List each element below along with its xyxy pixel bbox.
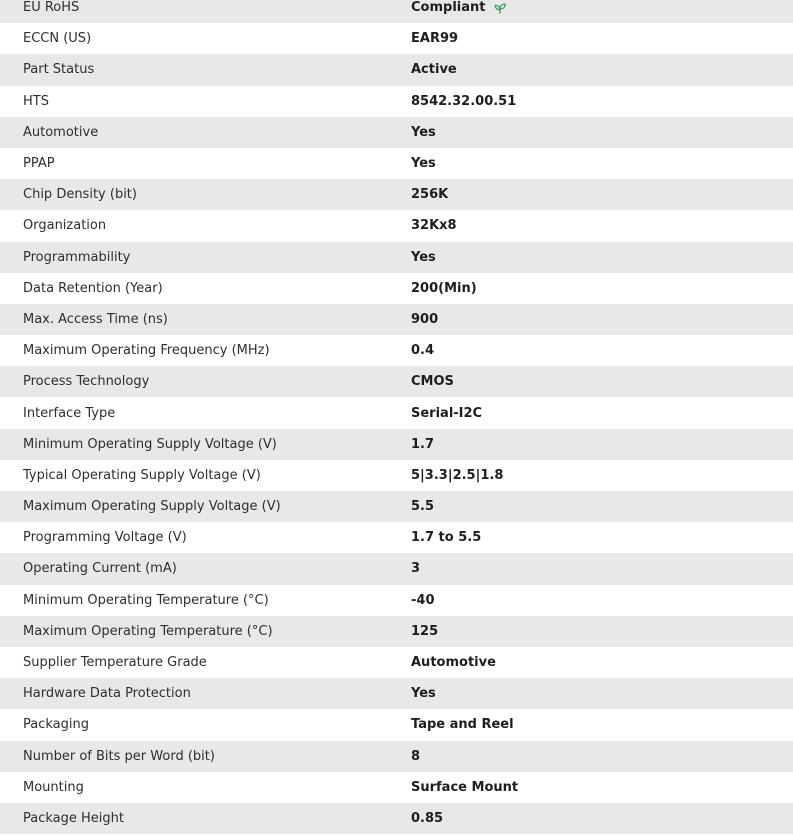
spec-value-cell (387, 281, 793, 296)
spec-value-cell (387, 811, 793, 826)
spec-value-cell (387, 218, 793, 233)
spec-row (0, 585, 793, 616)
spec-row (0, 54, 793, 85)
spec-value: Compliant (411, 0, 486, 16)
spec-value-cell (387, 593, 793, 608)
spec-row (0, 179, 793, 210)
spec-value: Yes (411, 249, 436, 265)
spec-value: 256K (411, 187, 449, 203)
spec-value-cell (387, 187, 793, 202)
spec-row (0, 23, 793, 54)
spec-label: Minimum Operating Temperature (°C) (23, 592, 269, 608)
spec-value: 1.7 (411, 436, 435, 452)
spec-label: Data Retention (Year) (23, 280, 163, 296)
spec-value-cell (387, 62, 793, 77)
spec-value-cell (387, 0, 793, 15)
spec-value: Automotive (411, 655, 496, 671)
spec-value-cell (387, 94, 793, 109)
spec-label: Process Technology (23, 374, 150, 390)
spec-row (0, 242, 793, 273)
spec-row (0, 366, 793, 397)
spec-row (0, 491, 793, 522)
spec-label: Maximum Operating Supply Voltage (V) (23, 499, 281, 515)
spec-label: Part Status (23, 62, 95, 78)
spec-value-cell (387, 343, 793, 358)
spec-value: Yes (411, 124, 436, 140)
spec-label: Automotive (23, 124, 99, 140)
spec-label: Operating Current (mA) (23, 561, 177, 577)
spec-row (0, 772, 793, 803)
spec-value: Yes (411, 686, 436, 702)
spec-value: Active (411, 62, 457, 78)
spec-value-cell (387, 655, 793, 670)
spec-label: PPAP (23, 156, 55, 172)
spec-label: Programmability (23, 249, 131, 265)
spec-value: 5.5 (411, 499, 435, 515)
spec-value: Serial-I2C (411, 405, 483, 421)
spec-row (0, 616, 793, 647)
spec-row (0, 86, 793, 117)
spec-label: Interface Type (23, 405, 116, 421)
spec-value-cell (387, 561, 793, 576)
spec-row (0, 0, 793, 23)
spec-value-cell (387, 406, 793, 421)
spec-row (0, 210, 793, 241)
spec-label: Max. Access Time (ns) (23, 311, 168, 327)
spec-label: Package Height (23, 810, 124, 826)
spec-row (0, 460, 793, 491)
spec-label: Number of Bits per Word (bit) (23, 748, 215, 764)
spec-value: 5|3.3|2.5|1.8 (411, 467, 504, 483)
spec-value-cell (387, 749, 793, 764)
spec-value-cell (387, 312, 793, 327)
spec-value-cell (387, 468, 793, 483)
spec-label: Organization (23, 218, 107, 234)
spec-label: HTS (23, 93, 49, 109)
spec-value: Yes (411, 156, 436, 172)
spec-value: CMOS (411, 374, 454, 390)
spec-label: Typical Operating Supply Voltage (V) (23, 467, 261, 483)
spec-label: Maximum Operating Temperature (°C) (23, 623, 273, 639)
leaf-icon (493, 1, 507, 15)
spec-value-cell (387, 530, 793, 545)
spec-row (0, 647, 793, 678)
spec-row (0, 304, 793, 335)
spec-row (0, 803, 793, 834)
spec-value: 3 (411, 561, 421, 577)
spec-value: Surface Mount (411, 779, 519, 795)
spec-value: 200(Min) (411, 280, 477, 296)
spec-row (0, 678, 793, 709)
spec-value: 0.4 (411, 343, 435, 359)
spec-label: Packaging (23, 717, 89, 733)
spec-label: Mounting (23, 779, 84, 795)
spec-value-cell (387, 624, 793, 639)
spec-value: 0.85 (411, 810, 444, 826)
spec-value: 125 (411, 623, 439, 639)
spec-value: 8 (411, 748, 421, 764)
spec-value-cell (387, 717, 793, 732)
spec-value: 900 (411, 311, 439, 327)
spec-row (0, 522, 793, 553)
spec-label: Minimum Operating Supply Voltage (V) (23, 436, 277, 452)
spec-label: Maximum Operating Frequency (MHz) (23, 343, 270, 359)
spec-value-cell (387, 437, 793, 452)
spec-value-cell (387, 374, 793, 389)
spec-value-cell (387, 780, 793, 795)
spec-value: 8542.32.00.51 (411, 93, 517, 109)
spec-value: 1.7 to 5.5 (411, 530, 482, 546)
spec-value: EAR99 (411, 31, 459, 47)
spec-value-cell (387, 125, 793, 140)
spec-row (0, 741, 793, 772)
spec-label: EU RoHS (23, 0, 80, 16)
spec-row (0, 148, 793, 179)
spec-row (0, 335, 793, 366)
spec-value-cell (387, 686, 793, 701)
spec-row (0, 397, 793, 428)
spec-value: 32Kx8 (411, 218, 457, 234)
spec-value-cell (387, 250, 793, 265)
spec-value-cell (387, 499, 793, 514)
spec-row (0, 117, 793, 148)
spec-value-cell (387, 156, 793, 171)
spec-label: Programming Voltage (V) (23, 530, 187, 546)
spec-value-cell (387, 31, 793, 46)
spec-value: -40 (411, 592, 435, 608)
spec-row (0, 553, 793, 584)
spec-label: Hardware Data Protection (23, 686, 191, 702)
spec-row (0, 709, 793, 740)
spec-label: Supplier Temperature Grade (23, 655, 207, 671)
spec-value: Tape and Reel (411, 717, 514, 733)
spec-label: ECCN (US) (23, 31, 92, 47)
spec-row (0, 273, 793, 304)
spec-label: Chip Density (bit) (23, 187, 137, 203)
spec-row (0, 429, 793, 460)
